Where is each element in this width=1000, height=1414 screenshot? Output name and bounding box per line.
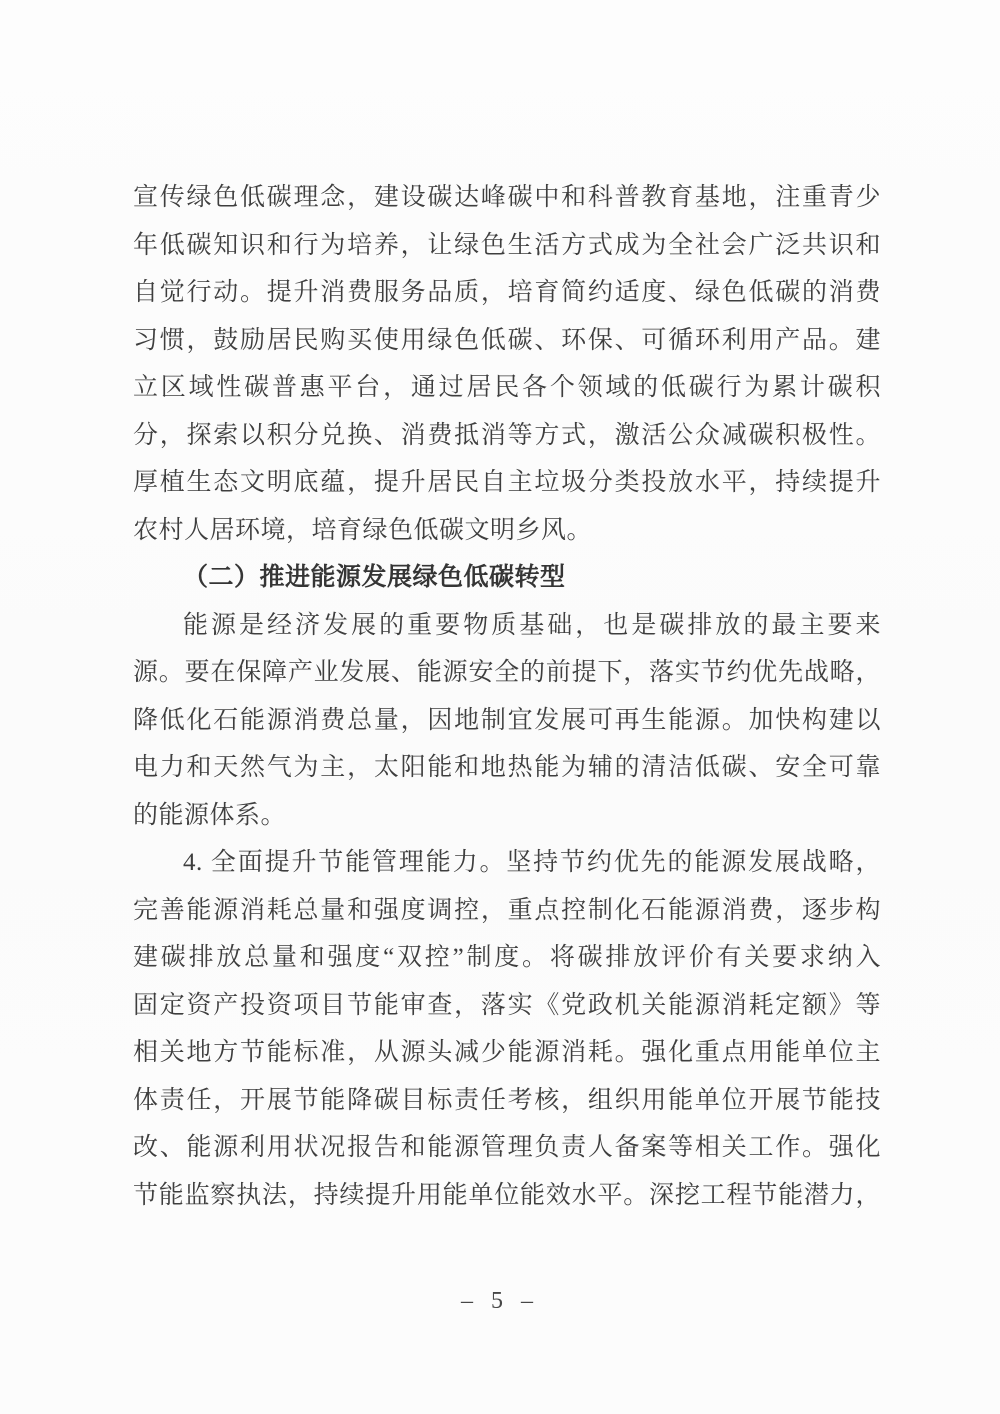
- text-line: 厚植生态文明底蕴，提升居民自主垃圾分类投放水平，持续提升: [133, 469, 881, 496]
- text-line: 宣传绿色低碳理念，建设碳达峰碳中和科普教育基地，注重青少: [133, 184, 881, 211]
- text-line: 固定资产投资项目节能审查，落实《党政机关能源消耗定额》等: [133, 991, 881, 1019]
- text-line: 源。要在保障产业发展、能源安全的前提下，落实节约优先战略，: [133, 659, 881, 686]
- text-line: 农村人居环境，培育绿色低碳文明乡风。: [133, 516, 593, 544]
- text-line: 的能源体系。: [133, 801, 287, 829]
- text-line: 立区域性碳普惠平台，通过居民各个领域的低碳行为累计碳积: [133, 374, 881, 401]
- text-line: 相关地方节能标准，从源头减少能源消耗。强化重点用能单位主: [133, 1039, 881, 1066]
- text-line: 降低化石能源消费总量，因地制宜发展可再生能源。加快构建以: [133, 706, 881, 734]
- text-line: 自觉行动。提升消费服务品质，培育简约适度、绿色低碳的消费: [133, 279, 881, 306]
- text-line: 年低碳知识和行为培养，让绿色生活方式成为全社会广泛共识和: [133, 231, 881, 259]
- text-line: 习惯，鼓励居民购买使用绿色低碳、环保、可循环利用产品。建: [133, 326, 881, 354]
- text-line: 4. 全面提升节能管理能力。坚持节约优先的能源发展战略，: [183, 849, 881, 876]
- text-line: 改、能源利用状况报告和能源管理负责人备案等相关工作。强化: [133, 1134, 881, 1161]
- text-line: 体责任，开展节能降碳目标责任考核，组织用能单位开展节能技: [133, 1086, 881, 1114]
- text-line: 建碳排放总量和强度“双控”制度。将碳排放评价有关要求纳入: [133, 944, 881, 971]
- text-line: 电力和天然气为主，太阳能和地热能为辅的清洁低碳、安全可靠: [133, 754, 881, 781]
- page-number: – 5 –: [461, 1288, 539, 1314]
- text-line: 完善能源消耗总量和强度调控，重点控制化石能源消费，逐步构: [133, 896, 881, 924]
- section-heading: （二）推进能源发展绿色低碳转型: [183, 564, 566, 591]
- document-text-block: [133, 174, 881, 1219]
- text-line: 能源是经济发展的重要物质基础，也是碳排放的最主要来: [183, 611, 881, 639]
- text-line: 分，探索以积分兑换、消费抵消等方式，激活公众减碳积极性。: [133, 421, 881, 449]
- text-line: 节能监察执法，持续提升用能单位能效水平。深挖工程节能潜力，: [133, 1181, 881, 1209]
